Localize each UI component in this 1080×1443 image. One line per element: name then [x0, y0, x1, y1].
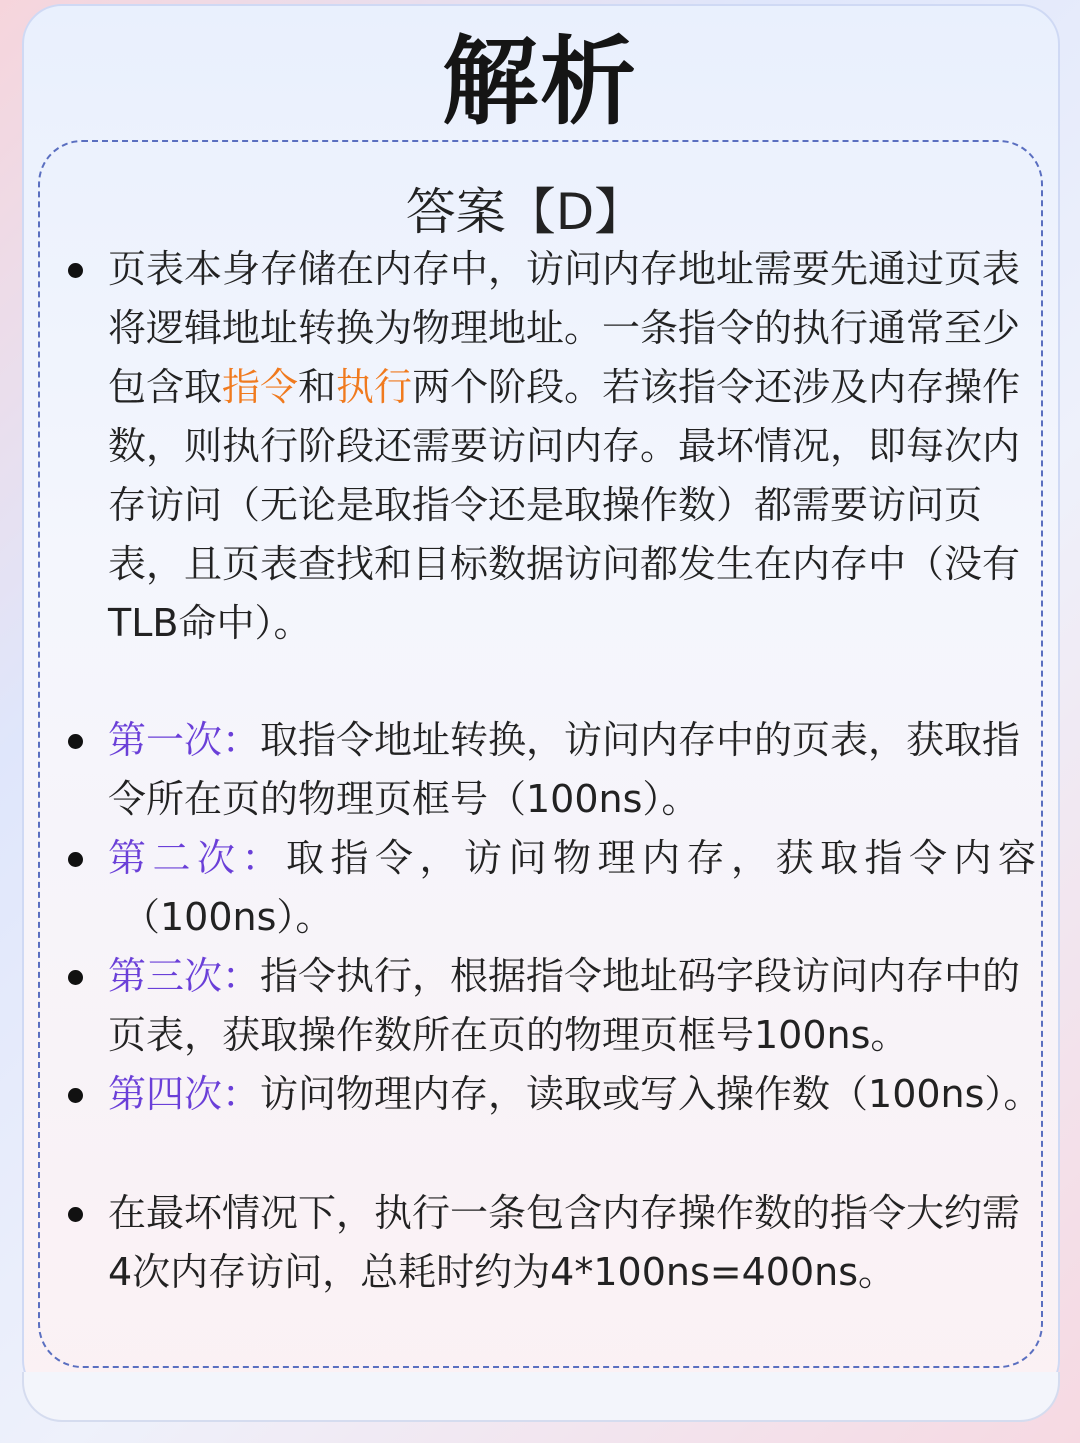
conclusion-line: 在最坏情况下，执行一条包含内存操作数的指令大约需 [108, 1191, 1021, 1235]
intro-paragraph [108, 240, 1030, 653]
intro-line: 将逻辑地址转换为物理地址。一条指令的执行通常至少 [108, 306, 1021, 350]
step-label: 第四次： [108, 1072, 261, 1116]
intro-line: 表，且页表查找和目标数据访问都发生在内存中（没有 [108, 542, 1021, 586]
page-title: 解析 [442, 26, 638, 138]
step-line: 页表，获取操作数所在页的物理页框号100ns。 [108, 1013, 909, 1057]
step-third [108, 947, 1030, 1065]
step-text: 指令执行，根据指令地址码字段访问内存中的 [260, 954, 1021, 998]
answer-heading: 答案【D】 [405, 183, 645, 241]
step-line [108, 1065, 1042, 1124]
intro-text: 包含取 [108, 365, 223, 409]
step-label: 第三次： [108, 954, 261, 998]
step-line [108, 829, 1043, 888]
bullet-dot [68, 263, 83, 278]
intro-line [108, 358, 1030, 417]
intro-line: 存访问（无论是取指令还是取操作数）都需要访问页 [108, 483, 983, 527]
intro-line: TLB命中）。 [108, 601, 312, 645]
step-second [108, 829, 1043, 947]
step-line [108, 711, 1030, 770]
step-fourth [108, 1065, 1042, 1124]
intro-line: 数，则执行阶段还需要访问内存。最坏情况，即每次内 [108, 424, 1021, 468]
step-label: 第一次： [108, 718, 261, 762]
step-line [108, 947, 1030, 1006]
step-label: 第二次： [108, 836, 287, 880]
bullet-dot [68, 1207, 83, 1222]
step-text: 访问物理内存，读取或写入操作数（100ns）。 [260, 1072, 1042, 1116]
conclusion-line: 4次内存访问，总耗时约为4*100ns=400ns。 [108, 1250, 897, 1294]
step-text: 取指令地址转换，访问内存中的页表，获取指 [260, 718, 1021, 762]
step-line: 令所在页的物理页框号（100ns）。 [108, 777, 700, 821]
bottom-strip [22, 1372, 1060, 1422]
step-text: 取指令，访问物理内存，获取指令内容 [286, 836, 1043, 880]
conclusion-paragraph [108, 1184, 1030, 1302]
intro-text: 两个阶段。若该指令还涉及内存操作 [412, 365, 1021, 409]
bullet-dot [68, 1088, 83, 1103]
bullet-dot [68, 970, 83, 985]
step-line: （100ns）。 [122, 895, 334, 939]
highlight-execute: 执行 [336, 365, 413, 409]
step-first [108, 711, 1030, 829]
bullet-dot [68, 734, 83, 749]
bullet-dot [68, 852, 83, 867]
intro-line: 页表本身存储在内存中，访问内存地址需要先通过页表 [108, 247, 1021, 291]
intro-text: 和 [298, 365, 337, 409]
highlight-fetch: 指令 [222, 365, 299, 409]
